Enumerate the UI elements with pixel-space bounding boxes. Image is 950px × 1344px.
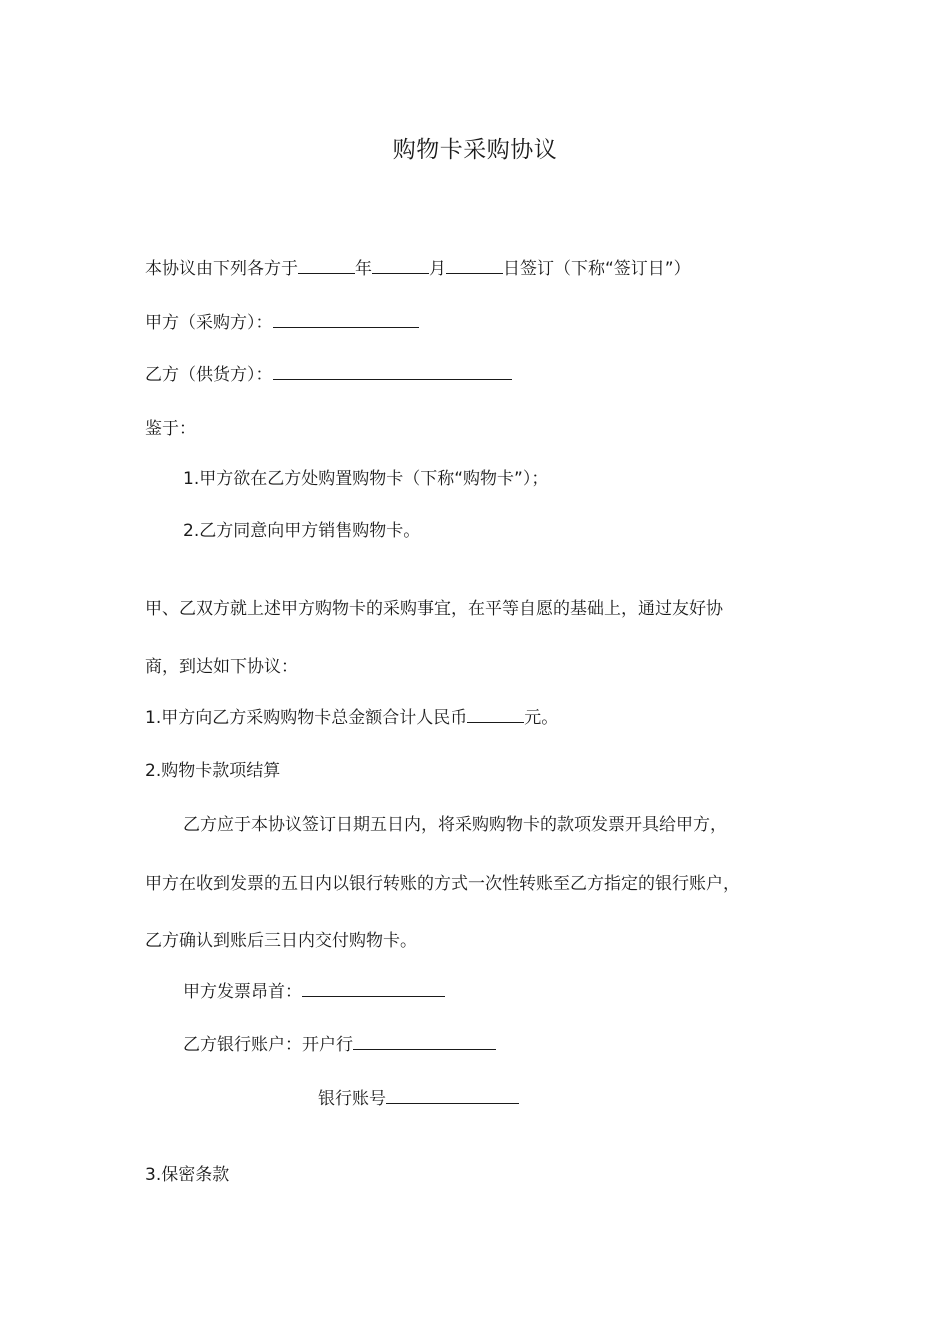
agreement-para-line-1: 甲、乙双方就上述甲方购物卡的采购事宜，在平等自愿的基础上，通过友好协	[145, 599, 723, 619]
invoice-title-label: 甲方发票昂首：	[183, 982, 302, 1002]
invoice-title-line	[183, 981, 445, 1003]
month-blank[interactable]	[372, 259, 429, 274]
amount-blank[interactable]	[467, 708, 524, 723]
invoice-title-blank[interactable]	[302, 982, 445, 997]
clause-2-heading: 2.购物卡款项结算	[145, 761, 281, 781]
clause-1-line	[145, 707, 558, 729]
intro-prefix: 本协议由下列各方于	[145, 259, 298, 279]
party-a-label: 甲方（采购方）：	[145, 313, 273, 333]
account-number-line	[318, 1088, 519, 1110]
document-title: 购物卡采购协议	[392, 137, 558, 163]
clause-2-body-line-2: 甲方在收到发票的五日内以银行转账的方式一次性转账至乙方指定的银行账户，	[145, 874, 740, 894]
party-a-blank[interactable]	[273, 313, 419, 328]
clause-1-suffix: 元。	[524, 708, 559, 728]
intro-year: 年	[355, 259, 372, 279]
party-b-label: 乙方（供货方）：	[145, 365, 273, 385]
clause-2-body-line-3: 乙方确认到账后三日内交付购物卡。	[145, 931, 417, 951]
bank-name-blank[interactable]	[353, 1035, 496, 1050]
clause-2-body-line-1: 乙方应于本协议签订日期五日内，将采购购物卡的款项发票开具给甲方，	[183, 815, 727, 835]
account-number-label: 银行账号	[318, 1089, 386, 1109]
whereas-heading: 鉴于：	[145, 419, 196, 439]
year-blank[interactable]	[298, 259, 355, 274]
party-b-blank-extension[interactable]	[443, 365, 512, 380]
whereas-item-2: 2.乙方同意向甲方销售购物卡。	[183, 521, 421, 541]
clause-3-heading: 3.保密条款	[145, 1165, 230, 1185]
intro-month: 月	[429, 259, 446, 279]
clause-1-prefix: 1.甲方向乙方采购购物卡总金额合计人民币	[145, 708, 468, 728]
agreement-para-line-2: 商，到达如下协议：	[145, 657, 298, 677]
party-a-line	[145, 312, 419, 334]
whereas-item-1: 1.甲方欲在乙方处购置购物卡（下称“购物卡”）；	[183, 469, 549, 489]
intro-line	[145, 258, 691, 280]
bank-account-line	[183, 1034, 496, 1056]
account-number-blank[interactable]	[386, 1089, 519, 1104]
intro-day-suffix: 日签订（下称“签订日”）	[503, 259, 691, 279]
day-blank[interactable]	[446, 259, 503, 274]
party-b-line	[145, 364, 512, 386]
bank-account-label: 乙方银行账户：开户行	[183, 1035, 353, 1055]
party-b-blank[interactable]	[273, 365, 443, 380]
